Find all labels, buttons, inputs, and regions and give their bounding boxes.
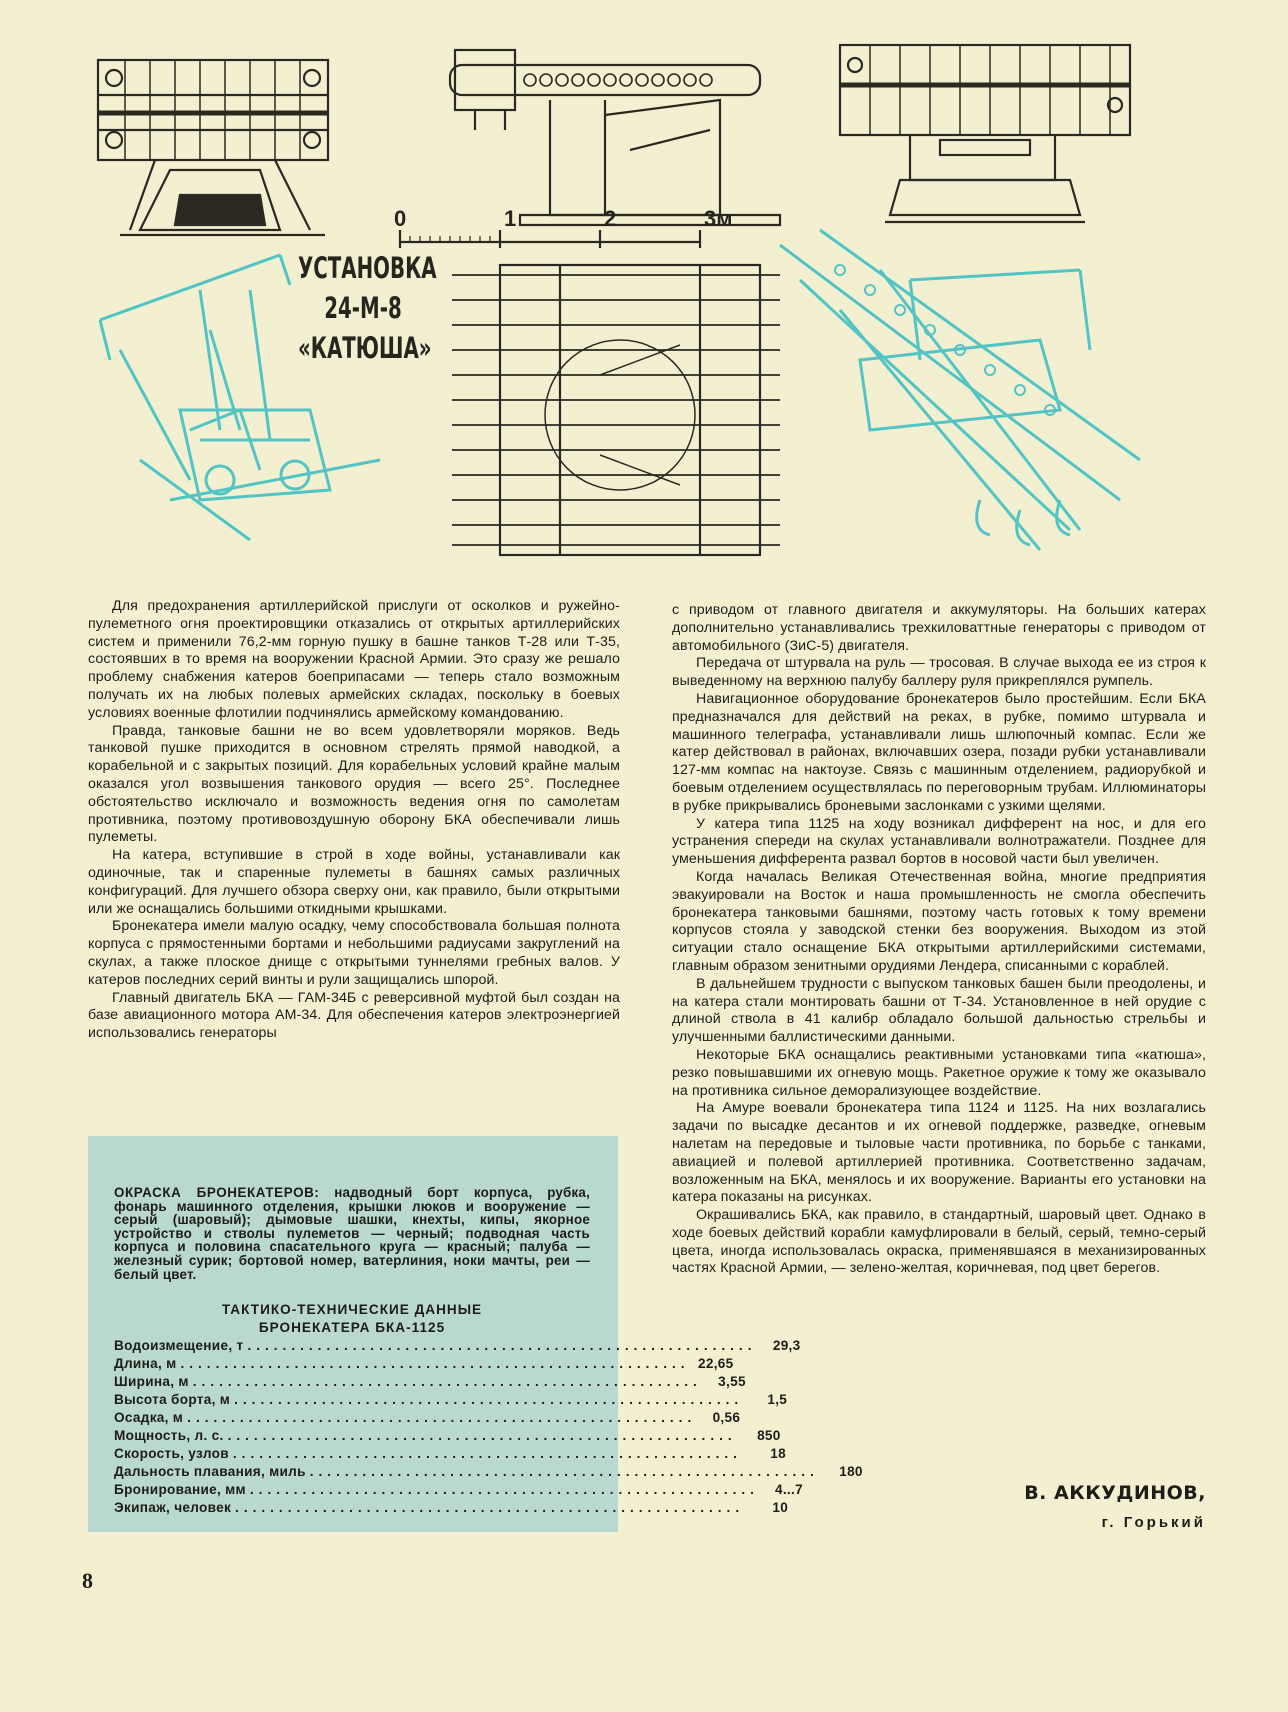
scale-bar xyxy=(400,230,700,248)
scale-label-2: 2 xyxy=(604,206,617,231)
spec-row xyxy=(114,1427,781,1445)
spec-row xyxy=(114,1373,746,1391)
paint-scheme-lead: ОКРАСКА БРОНЕКАТЕРОВ: xyxy=(114,1185,320,1200)
specs-title xyxy=(114,1301,590,1337)
spec-leader: .......................................................... xyxy=(234,1392,744,1408)
katyusha-drawings xyxy=(80,30,1210,590)
spec-value: 18 xyxy=(770,1446,786,1462)
spec-value: 3,55 xyxy=(718,1374,746,1390)
spec-value: 1,5 xyxy=(767,1392,788,1408)
spec-row xyxy=(114,1355,734,1373)
paragraph: Бронекатера имели малую осадку, чему способствовала большая полнота корпуса с прямостенными бортами и небольшими радиусами закруглений на скулах, а также плоское днище с открытыми туннелями гребных валов. У катеров последних серий винты и рули защищались шпорой. xyxy=(88,918,620,988)
paragraph: У катера типа 1125 на ходу возникал дифферент на нос, и для его устранения спереди на скулах устанавливали волнотражатели. Позднее для уменьшения дифферента развал бортов в носовой части был увеличен. xyxy=(672,815,1206,868)
spec-row xyxy=(114,1409,741,1427)
paragraph: Окрашивались БКА, как правило, в стандартный, шаровый цвет. Однако в ходе боевых действий корабли камуфлировали в белый, серый, темно-серый цвета, иногда использовалась окраска, применявшаяся в механизированных частях Красной Армии, — зелено-желтая, коричневая, под цвет берегов. xyxy=(672,1207,1206,1277)
author-signature xyxy=(1024,1482,1206,1531)
spec-row xyxy=(114,1337,801,1355)
spec-leader: .......................................................... xyxy=(232,1446,742,1462)
specs-title-line-1: ТАКТИКО-ТЕХНИЧЕСКИЕ ДАННЫЕ xyxy=(221,1302,483,1318)
author-name: В. АККУДИНОВ, xyxy=(1024,1482,1206,1504)
drawings-area xyxy=(80,30,1210,590)
spec-name: Высота борта, м xyxy=(114,1392,231,1408)
spec-leader: .......................................................... xyxy=(247,1338,757,1354)
side-view-drawing xyxy=(98,60,328,235)
spec-leader: .......................................................... xyxy=(309,1464,819,1480)
spec-row xyxy=(114,1481,803,1499)
spec-row xyxy=(114,1463,863,1481)
paragraph: Для предохранения артиллерийской прислуги от осколков и ружейно-пулеметного огня проектировщики отказались от открытых артиллерийских систем и применили 76,2-мм горную пушку в башне танков Т-28 или Т-35, состоявших в то время на вооружении Красной Армии. Это сразу же решало проблему снабжения катеров боеприпасами — теперь стало возможным получать их на любых полевых армейских складах, поскольку в боевых условиях военные флотилии подчинялись армейскому командованию. xyxy=(88,598,620,721)
figure-title-line-3: «КАТЮША» xyxy=(298,332,432,367)
page-number: 8 xyxy=(82,1568,93,1593)
figure-title-line-2: 24-М-8 xyxy=(324,292,402,327)
paragraph: Правда, танковые башни не во всем удовлетворяли моряков. Ведь танковой пушке приходится в основном стрелять прямой наводкой, а корабельной и с закрытых позиций. Для корабельных условий крайне малым оказался угол возвышения танкового орудия — всего 25°. Последнее обстоятельство исключало и возможность ведения огня по самолетам противника, поэтому противовоздушную оборону БКА обеспечивали лишь пулеметы. xyxy=(88,722,620,846)
rear-view-drawing xyxy=(840,45,1130,222)
author-city: г. Горький xyxy=(1101,1514,1206,1531)
paragraph: В дальнейшем трудности с выпуском танковых башен были преодолены, и на катера стали монтировать башни от Т-34. Установленное в ней орудие с длиной ствола в 41 калибр обладало большой дальностью стрельбы и улучшенными баллистическими данными. xyxy=(672,975,1206,1046)
spec-leader: .......................................................... xyxy=(235,1500,745,1516)
spec-value: 0,56 xyxy=(712,1410,741,1426)
rails-perspective-drawing xyxy=(780,230,1140,550)
paragraph: Некоторые БКА оснащались реактивными установками типа «катюша», резко повышавшими их огневую мощь. Ракетное оружие к тому же оказывало на противника сильное деморализующее воздействие. xyxy=(672,1046,1206,1099)
spec-name: Длина, м xyxy=(114,1356,177,1372)
paragraph: Передача от штурвала на руль — тросовая. В случае выхода ее из строя к выведенному на верхнюю палубу баллеру руля прикреплялся румпель. xyxy=(672,655,1206,690)
spec-name: Скорость, узлов xyxy=(114,1446,229,1462)
figure-title-line-1: УСТАНОВКА xyxy=(298,252,437,287)
article-column-left xyxy=(88,598,620,1043)
spec-name: Бронирование, мм xyxy=(114,1482,246,1498)
spec-leader: .......................................................... xyxy=(180,1356,690,1372)
figure-title xyxy=(298,250,437,370)
spec-leader: .......................................................... xyxy=(187,1410,697,1426)
spec-value: 10 xyxy=(772,1500,789,1516)
spec-name: Ширина, м xyxy=(114,1374,189,1390)
spec-name: Водоизмещение, т xyxy=(114,1338,244,1354)
spec-name: Мощность, л. с. xyxy=(114,1428,224,1444)
scale-label-3: 3м xyxy=(704,206,733,231)
spec-value: 850 xyxy=(757,1428,781,1444)
specs-panel xyxy=(88,1136,863,1532)
scale-label-1: 1 xyxy=(504,206,517,231)
paragraph: Когда началась Великая Отечественная война, многие предприятия эвакуировали на Восток и наша промышленность не смогла обеспечить бронекатера танковыми башнями, поэтому часть готовых к тому времени корпусов стояла у заводской стенки без вооружения. Выходом из этой ситуации стало оснащение БКА открытыми артиллерийскими системами, главным образом зенитными орудиями Лендера, списанными с кораблей. xyxy=(672,868,1206,974)
spec-row xyxy=(114,1499,789,1517)
spec-name: Осадка, м xyxy=(114,1410,184,1426)
paragraph: с приводом от главного двигателя и аккумуляторы. На больших катерах дополнительно устанавливались трехкиловаттные генераторы с приводом от автомобильного (ЗиС-5) двигателя. xyxy=(672,602,1206,654)
front-view-drawing xyxy=(450,50,780,225)
paint-scheme xyxy=(114,1186,590,1281)
spec-leader: .......................................................... xyxy=(249,1482,759,1498)
spec-leader: .......................................................... xyxy=(192,1374,702,1390)
paint-scheme-text: надводный борт корпуса, рубка, фонарь машинного отделения, крышки люков и вооружение — серый (шаровый); дымовые шашки, кнехты, кипы, якорное устройство и стволы пулеметов — черный; подводная часть корпуса и половина спасательного круга — красный; палуба — железный сурик; бортовой номер, ватерлиния, ноки мачты, реи — белый цвет. xyxy=(114,1185,590,1282)
paragraph: Навигационное оборудование бронекатеров было простейшим. Если БКА предназначался для действий на реках, в рубке, помимо штурвала и машинного телеграфа, устанавливали лишь шлюпочный компас. Если же катер действовал в районах, включавших озера, позади рубки устанавливали 127-мм компас на нактоузе. Связь с машинным отделением, радиорубкой и боевым отделением осуществлялась по переговорным трубам. Иллюминаторы в рубке прикрывались броневыми заслонками с узкими щелями. xyxy=(672,690,1206,814)
spec-name: Дальность плавания, миль xyxy=(114,1464,306,1480)
spec-value: 22,65 xyxy=(698,1356,734,1372)
spec-value: 180 xyxy=(839,1464,863,1480)
spec-row xyxy=(114,1445,786,1463)
scale-label-0: 0 xyxy=(394,206,407,231)
paragraph: Главный двигатель БКА — ГАМ-34Б с реверсивной муфтой был создан на базе авиационного мотора АМ-34. Для обеспечения катеров электроэнергией использовались генераторы xyxy=(88,989,620,1042)
spec-leader: .......................................................... xyxy=(227,1428,737,1444)
spec-name: Экипаж, человек xyxy=(114,1500,232,1516)
specs-title-line-2: БРОНЕКАТЕРА БКА-1125 xyxy=(258,1320,446,1336)
article-column-right xyxy=(672,602,1206,1278)
spec-value: 4...7 xyxy=(775,1482,803,1498)
specs-table xyxy=(114,1337,863,1517)
spec-value: 29,3 xyxy=(772,1338,801,1354)
paragraph: На катера, вступившие в строй в ходе войны, устанавливали как одиночные, так и спаренные пулеметы в башнях самых различных конфигураций. Для лучшего обзора сверху они, как правило, были открытыми или же оснащались большими откидными крышками. xyxy=(88,847,620,917)
spec-row xyxy=(114,1391,788,1409)
top-view-drawing xyxy=(452,265,780,555)
paragraph: На Амуре воевали бронекатера типа 1124 и 1125. На них возлагались задачи по высадке десантов и их огневой поддержке, разведке, огневым налетам на передовые и тыловые части противника, по борьбе с танками, авиацией и полевой артиллерией противника. Соответственно задачам, возложенным на БКА, менялось и их вооружение. Варианты его установки на катера показаны на рисунках. xyxy=(672,1100,1206,1206)
